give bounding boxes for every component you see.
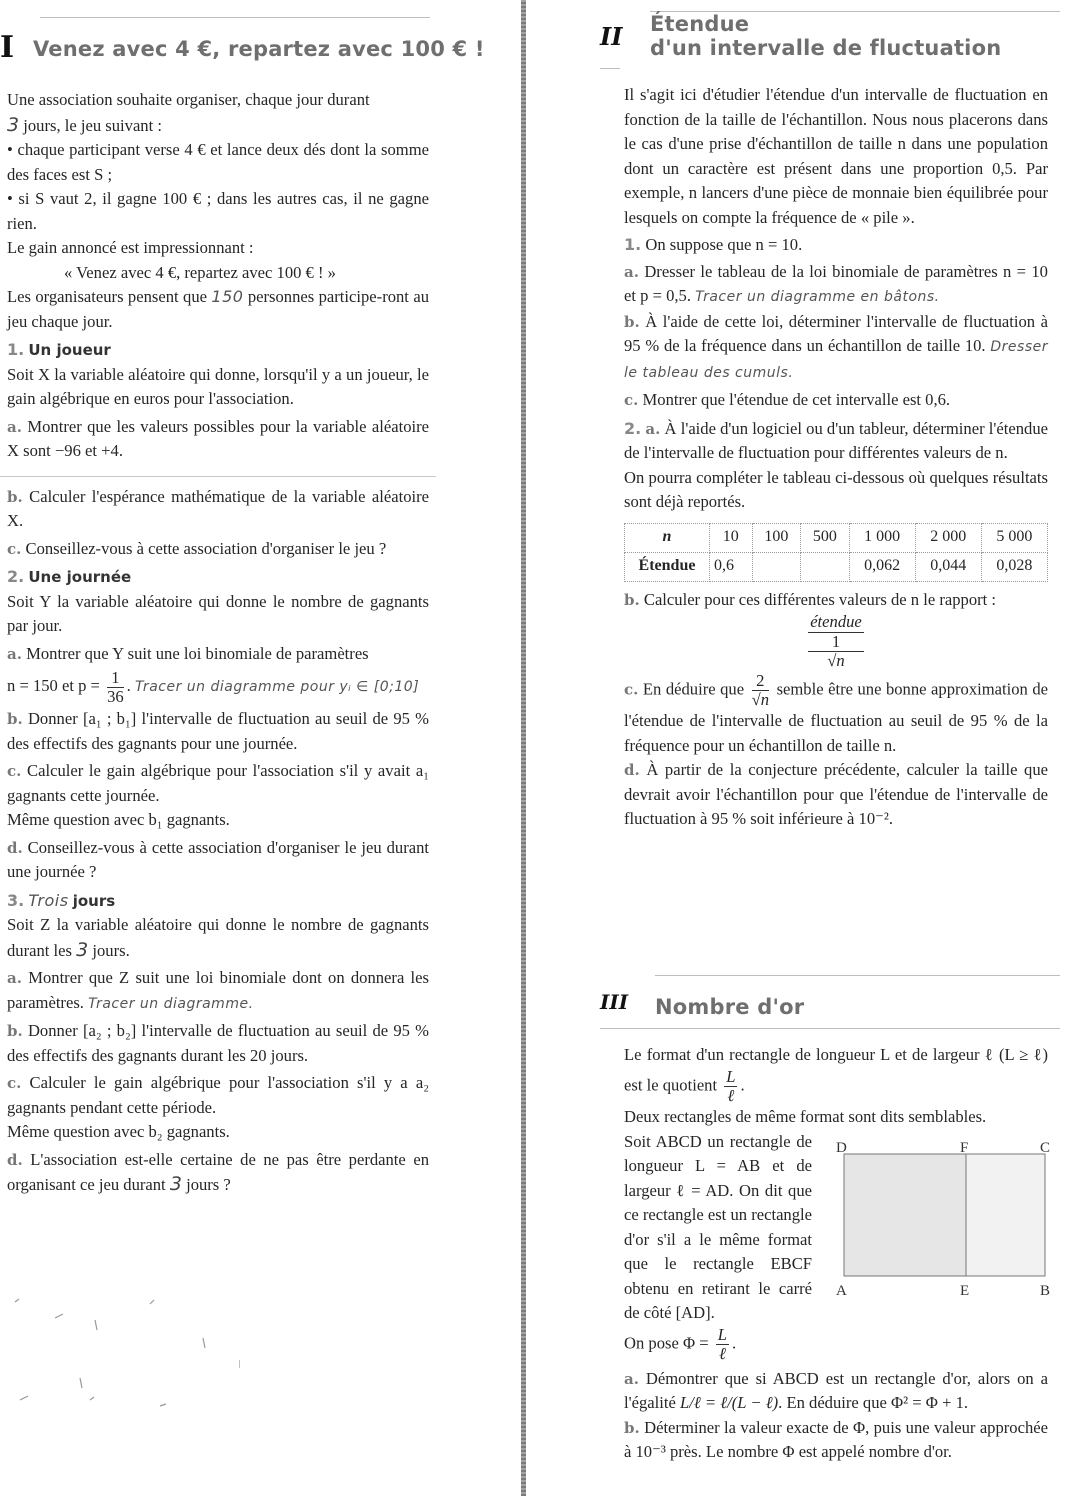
scan-rule — [0, 476, 436, 477]
part-1-c-text: Conseillez-vous à cette association d'organiser le jeu ? — [25, 538, 387, 558]
table-cell: 10 — [710, 523, 753, 552]
part-2-c-text2: Même question avec b₁ gagnants. — [7, 810, 230, 829]
section-3-title — [655, 995, 1060, 1019]
section-3-title-text: Nombre d'or — [655, 995, 805, 1019]
s3-b-label: b. — [624, 1418, 640, 1437]
section-2-title-line-1: Étendue — [650, 12, 750, 36]
section-2-body — [624, 83, 1048, 832]
table-header-etendue: Étendue — [625, 552, 710, 581]
part-2-number: 2. — [7, 567, 25, 586]
part-2-a-label: a. — [7, 644, 22, 663]
q1-a-text: Dresser le tableau de la loi binomiale de paramètres n = 10 et p = 0,5. — [624, 261, 1048, 305]
fraction-p-numerator: 1 — [107, 669, 124, 688]
part-1-a-text: Montrer que les valeurs possibles pour la variable aléatoire X sont −96 et +4. — [7, 416, 429, 460]
part-2-b-label: b. — [7, 710, 23, 728]
part-1-heading: Un joueur — [28, 341, 111, 359]
section-3-top-rule — [655, 975, 1060, 976]
intro-participate: personnes participe-ront au jeu chaque jour. — [7, 287, 429, 331]
ratio-formula — [624, 612, 1048, 670]
section-1-roman-numeral: I — [0, 30, 15, 65]
intro-organisers: Les organisateurs pensent que — [7, 287, 207, 306]
part-1-text: Soit X la variable aléatoire qui donne, lorsqu'il y a un joueur, le gain algébrique en euros pour l'association. — [7, 364, 429, 408]
table-header-n: n — [625, 523, 710, 552]
section-3-pose: On pose Φ = — [624, 1332, 709, 1352]
fraction-L-over-l — [724, 1068, 737, 1105]
table-row-etendue — [625, 552, 1048, 581]
ratio-denominator-top: 1 — [808, 633, 864, 652]
fraction-denominator: ℓ — [718, 1343, 726, 1363]
ratio-numerator: étendue — [810, 612, 862, 631]
intro-bullet-1: • chaque participant verse 4 € et lance deux dés dont la somme des faces est S ; — [7, 140, 429, 184]
q1-b-label: b. — [624, 312, 640, 331]
part-2-a-text: Montrer que Y suit une loi binomiale de paramètres — [26, 643, 369, 663]
section-2-rule — [600, 68, 620, 69]
fraction-denominator: √n — [751, 690, 770, 709]
table-cell: 500 — [801, 523, 849, 552]
table-cell: 0,044 — [915, 552, 981, 581]
part-3-b-text: Donner [a₂ ; b₂] l'intervalle de fluctuation au seuil de 95 % des effectifs des gagnants durant les 20 jours. — [7, 1021, 429, 1065]
q2-c-text-a: En déduire que — [642, 679, 745, 699]
q1-b-text: À l'aide de cette loi, déterminer l'intervalle de fluctuation à 95 % de la fréquence dans un échantillon de taille 10. — [624, 311, 1048, 355]
label-D: D — [836, 1140, 847, 1156]
q2-a-label: a. — [645, 419, 661, 438]
q1-number: 1. — [624, 235, 642, 254]
s3-b-text: Déterminer la valeur exacte de Φ, puis une valeur approchée à 10⁻³ près. Le nombre Φ est appelé nombre d'or. — [624, 1417, 1048, 1461]
table-cell — [801, 552, 849, 581]
s3-a-label: a. — [624, 1369, 639, 1388]
table-cell: 2 000 — [915, 523, 981, 552]
intro-line-gain: Le gain annoncé est impressionnant : — [7, 238, 254, 257]
ratio-denominator — [808, 633, 864, 670]
part-3-b-label: b. — [7, 1022, 23, 1040]
part-1-c-label: c. — [7, 539, 22, 558]
fraction-numerator: L — [717, 1324, 728, 1344]
table-cell: 0,062 — [849, 552, 915, 581]
part-3-d-text-b: jours ? — [186, 1175, 231, 1194]
handwritten-days: 3 — [7, 113, 20, 136]
s3-a-text2: . En déduire que Φ² = Φ + 1. — [778, 1393, 969, 1412]
part-3-c-text: Calculer le gain algébrique pour l'association s'il y a a₂ gagnants pendant cette période. — [7, 1073, 429, 1117]
q1-a-handwritten-note: Tracer un diagramme en bâtons. — [695, 289, 940, 305]
intro-line-2: jours, le jeu suivant : — [23, 115, 162, 135]
table-cell: 1 000 — [849, 523, 915, 552]
golden-rectangle-figure — [830, 1138, 1060, 1298]
part-3-text-b: jours. — [92, 940, 130, 960]
q1-a-label: a. — [624, 262, 639, 281]
fraction-p — [107, 669, 124, 706]
section-2-title-line-2: d'un intervalle de fluctuation — [650, 36, 1002, 60]
part-3-text-a: Soit Z la variable aléatoire qui donne le nombre de gagnants durant les — [7, 915, 429, 960]
section-1-body: Une association souhaite organiser, chaque jour durant 3 jours, le jeu suivant : • chaque participant verse 4 € et lance deux dés dont la somme des faces est S ; • si S vaut 2, il gagne 100 € ; dans les autres cas, il ne gagne rien. Le gain annoncé est impressionnant : « Venez avec 4 €, repartez avec 100 € ! » Les organisateurs pensent que 150 personnes participe-ront au jeu chaque jour. 1. Un joueur Soit X la variable aléatoire qui donne, lorsqu'il y a un joueur, le gain algébrique en euros pour l'association. a. Montrer que les valeurs possibles pour la variable aléatoire X sont −96 et +4. b. Calculer l'espérance mathématique de la variable aléatoire X. c. Conseillez-vous à cette association d'organiser le jeu ? 2. Une journée Soit Y la variable aléatoire qui donne le nombre de gagnants par jour. a. Montrer que Y suit une loi binomiale de paramètres n = 150 et p = $\frac{1}{36}$ . Tracer un diagramme pour yᵢ ∈ [0;10] b. Donner [a₁ ; b₁] l'intervalle de fluctuation au seuil de 95 % des effectifs des gagnants pour une journée. c. Calculer le gain algébrique pour l'association s'il y avait a₁ gagnants cette journée. Même question avec b₁ gagnants. d. Conseillez-vous à cette association d'organiser le jeu durant une journée ? 3. Trois jours Soit Z la variable aléatoire qui donne le nombre de gagnants durant les 3 jours. a. Montrer que Z suit une loi binomiale dont on donnera les paramètres. Tracer un diagramme. b. Donner [a₂ ; b₂] l'intervalle de fluctuation au seuil de 95 % des effectifs des gagnants durant les 20 jours. c. Calculer le gain algébrique pour l'association s'il y a a₂ gagnants pendant cette période. Même question avec b₂ gagnants. d. L'association est-elle certaine de ne pas être perdante en organisant ce jeu durant 3 jours ? — [7, 88, 429, 1198]
s3-a-text: Démontrer que si ABCD est un rectangle d'or, alors on a l'égalité — [624, 1368, 1048, 1412]
part-3-a-text: Montrer que Z suit une loi binomiale dont on donnera les paramètres. — [7, 968, 429, 1012]
label-F: F — [960, 1140, 969, 1156]
part-3-heading: jours — [72, 891, 116, 910]
section-3-intro-b: Deux rectangles de même format sont dits semblables. — [624, 1107, 987, 1126]
q2-a-text2: On pourra compléter le tableau ci-dessous où quelques résultats sont déjà reportés. — [624, 467, 1048, 511]
part-2-text: Soit Y la variable aléatoire qui donne le nombre de gagnants par jour. — [7, 591, 429, 635]
q1-c-text: Montrer que l'étendue de cet intervalle est 0,6. — [642, 390, 951, 409]
section-2-intro: Il s'agit ici d'étudier l'étendue d'un intervalle de fluctuation en fonction de la taille de l'échantillon. Nous nous placerons dans le cas d'une prise d'échantillon de taille n dans une population dont un caractère est présent dans une proportion 0,5. Par exemple, n lancers d'une pièce de monnaie bien équilibrée pour lesquels on compte la fréquence de « pile ». — [624, 85, 1048, 227]
intro-bullet-2: • si S vaut 2, il gagne 100 € ; dans les autres cas, il ne gagne rien. — [7, 189, 429, 233]
q2-b-text: Calculer pour ces différentes valeurs de n le rapport : — [643, 589, 997, 609]
part-3-d-handwritten-days: 3 — [169, 1173, 182, 1195]
square-ADFE — [844, 1154, 966, 1276]
section-3-body: Le format d'un rectangle de longueur L et de largeur ℓ (L ≥ ℓ) est le quotient $\frac{L}{\text{ℓ}}$ . Deux rectangles de même format sont dits semblables. Soit ABCD un rectangle de longueur L = AB et de largeur ℓ = AD. On dit que ce rectangle est un rectangle d'or s'il a le même format que le rectangle EBCF obtenu en retirant le carré de côté [AD]. On pose Φ = $\frac{L}{\text{ℓ}}$ . a. Démontrer que si ABCD est un rectangle d'or, alors on a l'égalité L/ℓ = ℓ/(L − ℓ). En déduire que Φ² = Φ + 1. b. Déterminer la valeur exacte de Φ, puis une valeur approchée à 10⁻³ près. Le nombre Φ est appelé nombre d'or. — [624, 1045, 1048, 1461]
part-2-c-label: c. — [7, 762, 22, 780]
part-3-d-label: d. — [7, 1150, 23, 1169]
part-1-number: 1. — [7, 340, 25, 359]
section-2-roman-numeral: II — [600, 22, 623, 51]
part-2-a-handwritten-note: Tracer un diagramme pour yᵢ ∈ [0;10] — [134, 679, 420, 695]
q2-d-text: À partir de la conjecture précédente, calculer la taille que devrait avoir l'échantillon pour que l'étendue de l'intervalle de fluctuation à 95 % soit inférieure à 10⁻². — [624, 760, 1048, 828]
label-B: B — [1040, 1283, 1051, 1298]
part-3-c-label: c. — [7, 1074, 22, 1092]
fraction-numerator: L — [726, 1067, 736, 1086]
fraction-numerator: 2 — [752, 672, 769, 691]
rectangle-EBCF — [966, 1154, 1045, 1276]
part-3-number: 3. — [7, 890, 25, 910]
s3-a-equation: L/ℓ = ℓ/(L − ℓ) — [679, 1393, 779, 1412]
section-3-body-text: Soit ABCD un rectangle de longueur L = AB et de largeur ℓ = AD. On dit que ce rectangle est un rectangle d'or s'il a le même format que le rectangle EBCF obtenu en retirant le carré de côté [AD]. — [624, 1131, 812, 1322]
section-1-title-text: Venez avec 4 €, repartez avec 100 € ! — [33, 37, 485, 61]
part-1-b-text: Calculer l'espérance mathématique de la variable aléatoire X. — [7, 486, 429, 530]
label-E: E — [960, 1283, 970, 1298]
part-1-a-label: a. — [7, 417, 22, 436]
etendue-table — [624, 523, 1048, 582]
intro-line-1: Une association souhaite organiser, chaque jour durant — [7, 90, 370, 109]
section-3-intro-a: Le format d'un rectangle de longueur L et de largeur ℓ (L ≥ ℓ) est le quotient — [624, 1045, 1048, 1095]
q2-a-text: À l'aide d'un logiciel ou d'un tableur, déterminer l'étendue de l'intervalle de fluctuation pour différentes valeurs de n. — [624, 418, 1048, 462]
fraction-2-over-sqrt-n — [752, 672, 769, 709]
q2-b-label: b. — [624, 590, 640, 609]
part-3-a-label: a. — [7, 969, 22, 987]
handwritten-people: 150 — [211, 287, 244, 306]
fraction-phi — [716, 1326, 729, 1363]
section-3-roman-numeral: III — [600, 990, 629, 1014]
q2-d-label: d. — [624, 761, 640, 779]
part-3-c-text2: Même question avec b₂ gagnants. — [7, 1122, 230, 1141]
part-2-c-text: Calculer le gain algébrique pour l'association s'il y avait a₁ gagnants cette journée. — [7, 761, 429, 805]
part-3-a-handwritten-note: Tracer un diagramme. — [88, 995, 254, 1012]
part-3-d-text-a: L'association est-elle certaine de ne pas être perdante en organisant ce jeu durant — [7, 1149, 429, 1194]
table-cell: 100 — [752, 523, 800, 552]
q1-text: On suppose que n = 10. — [645, 235, 803, 254]
label-A: A — [836, 1283, 847, 1298]
q1-c-label: c. — [624, 391, 639, 409]
part-3-handwritten-days: 3 — [76, 938, 89, 961]
table-cell: 0,6 — [710, 552, 753, 581]
intro-slogan: « Venez avec 4 €, repartez avec 100 € ! » — [64, 262, 336, 282]
section-1-title — [33, 37, 485, 61]
table-cell — [752, 552, 800, 581]
q2-c-label: c. — [624, 680, 639, 699]
part-2-heading: Une journée — [28, 568, 132, 586]
scan-artifacts — [10, 1290, 240, 1430]
table-row-n — [625, 523, 1048, 552]
column-divider — [521, 0, 526, 1496]
q2-number: 2. — [624, 418, 642, 438]
part-2-d-label: d. — [7, 838, 23, 857]
label-C: C — [1040, 1140, 1051, 1156]
q2-c-text-b: semble être une bonne approximation de l'étendue de l'intervalle de fluctuation au seuil de 95 % de la fréquence pour un échantillon de taille n. — [624, 679, 1048, 755]
part-2-b-text: Donner [a₁ ; b₁] l'intervalle de fluctuation au seuil de 95 % des effectifs des gagnants pour une journée. — [7, 709, 429, 753]
top-rule-left — [40, 17, 430, 18]
section-3-rule — [600, 1028, 1060, 1029]
ratio-denominator-bottom: √n — [827, 651, 845, 670]
part-2-d-text: Conseillez-vous à cette association d'organiser le jeu durant une journée ? — [7, 837, 429, 881]
table-cell: 5 000 — [981, 523, 1047, 552]
part-2-a-params: n = 150 et p = — [7, 676, 100, 695]
table-cell: 0,028 — [981, 552, 1047, 581]
part-1-b-label: b. — [7, 487, 23, 506]
q1-b-handwritten-note: Dresser le tableau des cumuls. — [624, 339, 1048, 381]
fraction-denominator: ℓ — [727, 1086, 735, 1105]
section-2-title — [650, 12, 1055, 60]
part-3-handwritten-heading: Trois — [28, 890, 69, 910]
fraction-p-denominator: 36 — [107, 686, 124, 706]
